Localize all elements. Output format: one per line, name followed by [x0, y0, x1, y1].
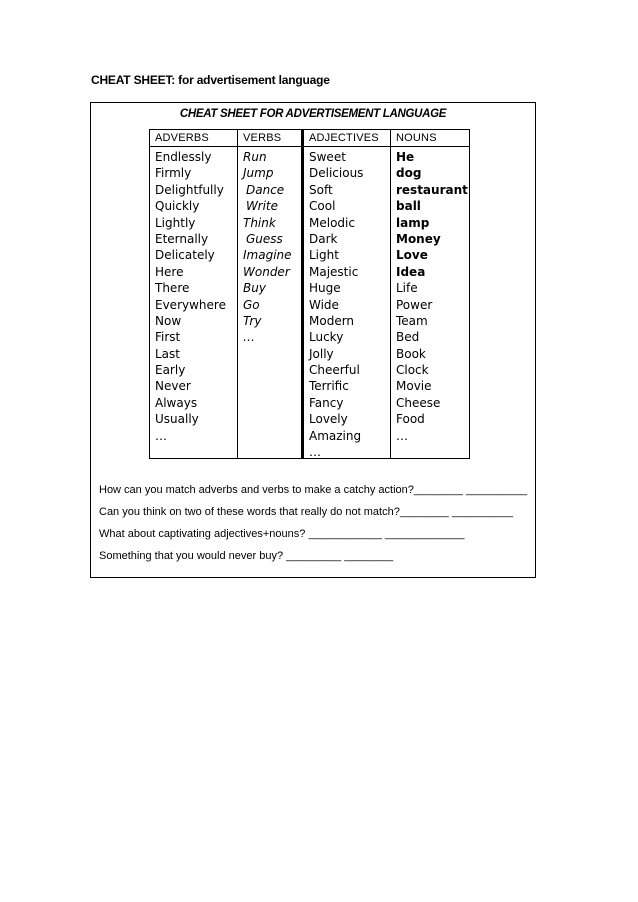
word-item: Book: [396, 346, 426, 361]
word-item: Go: [243, 297, 260, 312]
word-item: Quickly: [155, 199, 200, 214]
word-item: Write: [246, 199, 279, 214]
word-item: Cheerful: [309, 363, 360, 378]
adjectives-list: [304, 147, 390, 460]
word-item: …: [396, 428, 408, 443]
sheet-title: CHEAT SHEET FOR ADVERTISEMENT LANGUAGE: [179, 108, 447, 120]
word-item: lamp: [396, 215, 430, 230]
word-item: Dark: [309, 231, 338, 246]
word-item: Amazing: [309, 428, 362, 443]
word-item: Imagine: [243, 248, 292, 263]
word-item: Majestic: [309, 264, 359, 279]
word-item: Delicately: [155, 248, 215, 263]
question-never-buy: Something that you would never buy? _________ ________: [99, 550, 394, 562]
word-item: Everywhere: [155, 297, 226, 312]
word-item: He: [396, 150, 415, 164]
adjectives-column: [302, 129, 390, 459]
word-item: Always: [155, 395, 198, 410]
cheat-sheet-box: [90, 102, 536, 578]
word-item: Jump: [243, 166, 274, 181]
questions-section: [99, 479, 529, 567]
verbs-list: [238, 147, 301, 346]
adverbs-list: [150, 147, 237, 444]
nouns-header: NOUNS: [391, 130, 469, 147]
word-item: Wide: [309, 297, 339, 312]
word-item: dog: [396, 166, 422, 181]
word-item: …: [243, 330, 255, 345]
word-item: Bed: [396, 330, 420, 345]
word-item: First: [155, 330, 181, 345]
word-item: Endlessly: [155, 150, 212, 164]
word-item: Delicious: [309, 166, 364, 181]
adjectives-header: ADJECTIVES: [304, 130, 390, 147]
word-item: Lightly: [155, 215, 196, 230]
word-item: Clock: [396, 363, 429, 378]
word-item: Last: [155, 346, 180, 361]
word-item: Power: [396, 297, 433, 312]
word-item: Never: [155, 379, 191, 394]
word-item: Firmly: [155, 166, 192, 181]
word-item: Now: [155, 313, 182, 328]
word-item: Team: [396, 313, 428, 328]
word-item: Cheese: [396, 395, 441, 410]
word-item: Idea: [396, 264, 426, 279]
word-item: Usually: [155, 412, 199, 427]
word-item: Jolly: [309, 346, 334, 361]
word-item: Wonder: [243, 264, 290, 279]
verbs-header: VERBS: [238, 130, 301, 147]
word-item: Fancy: [309, 395, 344, 410]
word-item: Early: [155, 363, 186, 378]
word-item: Light: [309, 248, 339, 263]
question-adverbs-verbs: How can you match adverbs and verbs to make a catchy action?________ __________: [99, 484, 528, 496]
nouns-column: [390, 129, 470, 459]
word-item: Lovely: [309, 412, 348, 427]
word-item: Try: [243, 313, 262, 328]
word-item: Huge: [309, 281, 341, 296]
word-item: Sweet: [309, 150, 346, 164]
word-item: Modern: [309, 313, 355, 328]
word-item: Melodic: [309, 215, 355, 230]
word-item: Think: [243, 215, 276, 230]
page-heading: CHEAT SHEET: for advertisement language: [91, 73, 330, 87]
adverbs-column: [149, 129, 237, 459]
verbs-column: [237, 129, 302, 459]
word-item: …: [309, 445, 321, 460]
word-item: Buy: [243, 281, 266, 296]
nouns-list: [391, 147, 469, 444]
word-item: Terrific: [309, 379, 349, 394]
word-item: restaurant: [396, 182, 468, 197]
word-item: Money: [396, 231, 441, 246]
word-item: Love: [396, 248, 428, 263]
word-item: There: [155, 281, 190, 296]
word-item: …: [155, 428, 167, 443]
word-item: Life: [396, 281, 418, 296]
word-item: Delightfully: [155, 182, 224, 197]
question-adjectives-nouns: What about captivating adjectives+nouns? ____________ _____________: [99, 528, 465, 540]
word-item: Soft: [309, 182, 333, 197]
word-item: Run: [243, 150, 267, 164]
word-item: Guess: [246, 231, 283, 246]
word-item: Cool: [309, 199, 336, 214]
question-mismatch: Can you think on two of these words that really do not match?________ __________: [99, 506, 514, 518]
word-item: Movie: [396, 379, 432, 394]
word-item: Food: [396, 412, 425, 427]
word-item: Here: [155, 264, 184, 279]
adverbs-header: ADVERBS: [150, 130, 237, 147]
word-item: Lucky: [309, 330, 344, 345]
word-item: Dance: [246, 182, 285, 197]
word-item: Eternally: [155, 231, 209, 246]
word-item: ball: [396, 199, 421, 214]
